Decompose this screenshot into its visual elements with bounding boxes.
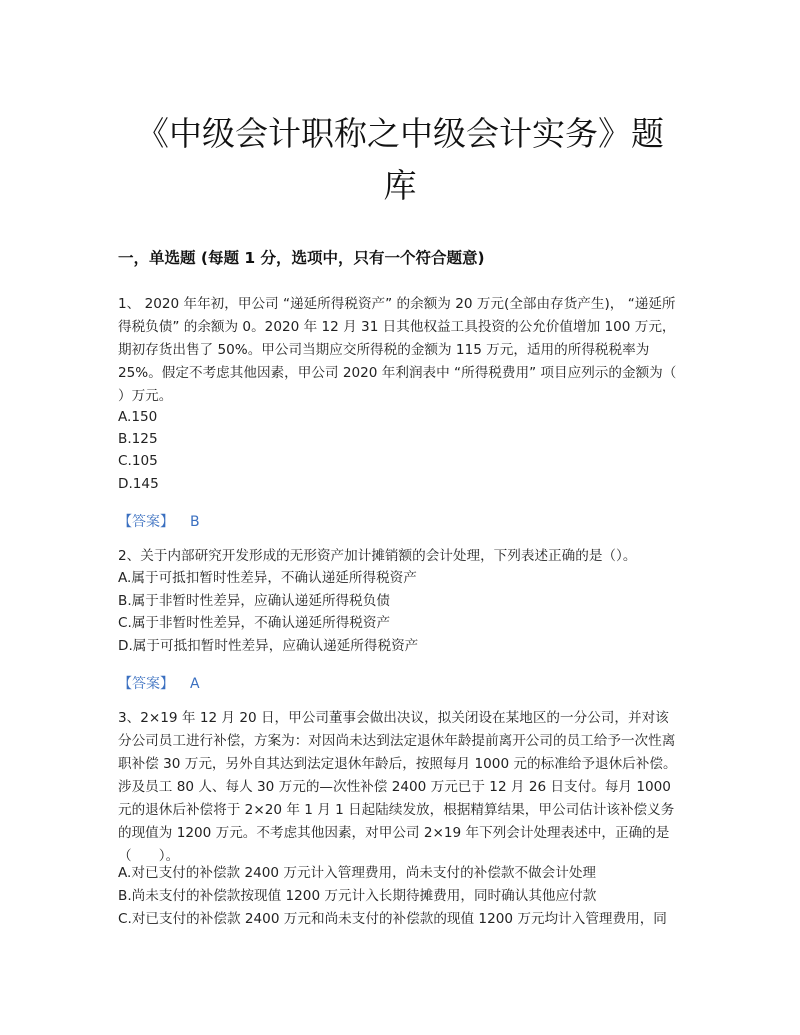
- question-1-option-a: A.150: [118, 409, 158, 425]
- section-heading: 一，单选题 (每题 1 分，选项中，只有一个符合题意): [118, 249, 485, 267]
- question-1-option-d: D.145: [118, 476, 159, 492]
- question-2-option-c: C.属于非暂时性差异，不确认递延所得税资产: [118, 615, 391, 631]
- question-text: 3、2×19 年 12 月 20 日，甲公司董事会做出决议，拟关闭设在某地区的一分公司，并对该分公司员工进行补偿，方案为：对因尚未达到法定退休年龄提前离开公司的员工给予一次性离职补偿 30 万元，另外自其达到法定退休年龄后，按照每月 1000 元的标准给予退休后补偿。涉及员工 80 人、每人 30 万元的—次性补偿 2400 万元已于 12 月 26 日支付。每月 1000 元的退休后补偿将于 2×20 年 1 月 1 日起陆续发放，根据精算结果，甲公司估计该补偿义务的现值为 1200 万元。不考虑其他因素，对甲公司 2×19 年下列会计处理表述中，正确的是（ ）。: [118, 710, 677, 864]
- question-1-option-c: C.105: [118, 453, 158, 469]
- question-1-answer: [118, 511, 200, 531]
- question-2-answer: [118, 673, 200, 693]
- question-2-option-a: A.属于可抵扣暂时性差异，不确认递延所得税资产: [118, 570, 417, 586]
- question-2-stem: [118, 545, 682, 568]
- question-3-option-a: A.对已支付的补偿款 2400 万元计入管理费用，尚未支付的补偿款不做会计处理: [118, 865, 597, 881]
- question-3-option-c: C.对已支付的补偿款 2400 万元和尚未支付的补偿款的现值 1200 万元均计入管理费用，同: [118, 911, 667, 927]
- question-text: 2、关于内部研究开发形成的无形资产加计摊销额的会计处理，下列表述正确的是（）。: [118, 548, 637, 564]
- question-2-option-b: B.属于非暂时性差异，应确认递延所得税负债: [118, 593, 390, 609]
- question-2-option-d: D.属于可抵扣暂时性差异，应确认递延所得税资产: [118, 638, 419, 654]
- answer-value: A: [190, 676, 200, 692]
- question-3-option-b: B.尚未支付的补偿款按现值 1200 万元计入长期待摊费用，同时确认其他应付款: [118, 888, 597, 904]
- answer-label: 【答案】: [118, 514, 174, 530]
- question-3-stem: [118, 707, 682, 868]
- question-1-option-b: B.125: [118, 431, 158, 447]
- title-line-2: 库: [383, 166, 417, 205]
- document-title: [100, 108, 700, 212]
- answer-value: B: [190, 514, 200, 530]
- title-line-1: 《中级会计职称之中级会计实务》题: [136, 114, 664, 153]
- question-1-stem: [118, 293, 682, 408]
- answer-label: 【答案】: [118, 676, 174, 692]
- question-text: 1、 2020 年年初，甲公司 “递延所得税资产” 的余额为 20 万元(全部由存货产生)， “递延所得税负债” 的余额为 0。2020 年 12 月 31 日其他权益工具投资的公允价值增加 100 万元，期初存货出售了 50%。甲公司当期应交所得税的金额为 115 万元，适用的所得税税率为 25%。假定不考虑其他因素，甲公司 2020 年利润表中 “所得税费用” 项目应列示的金额为（ ）万元。: [118, 296, 677, 404]
